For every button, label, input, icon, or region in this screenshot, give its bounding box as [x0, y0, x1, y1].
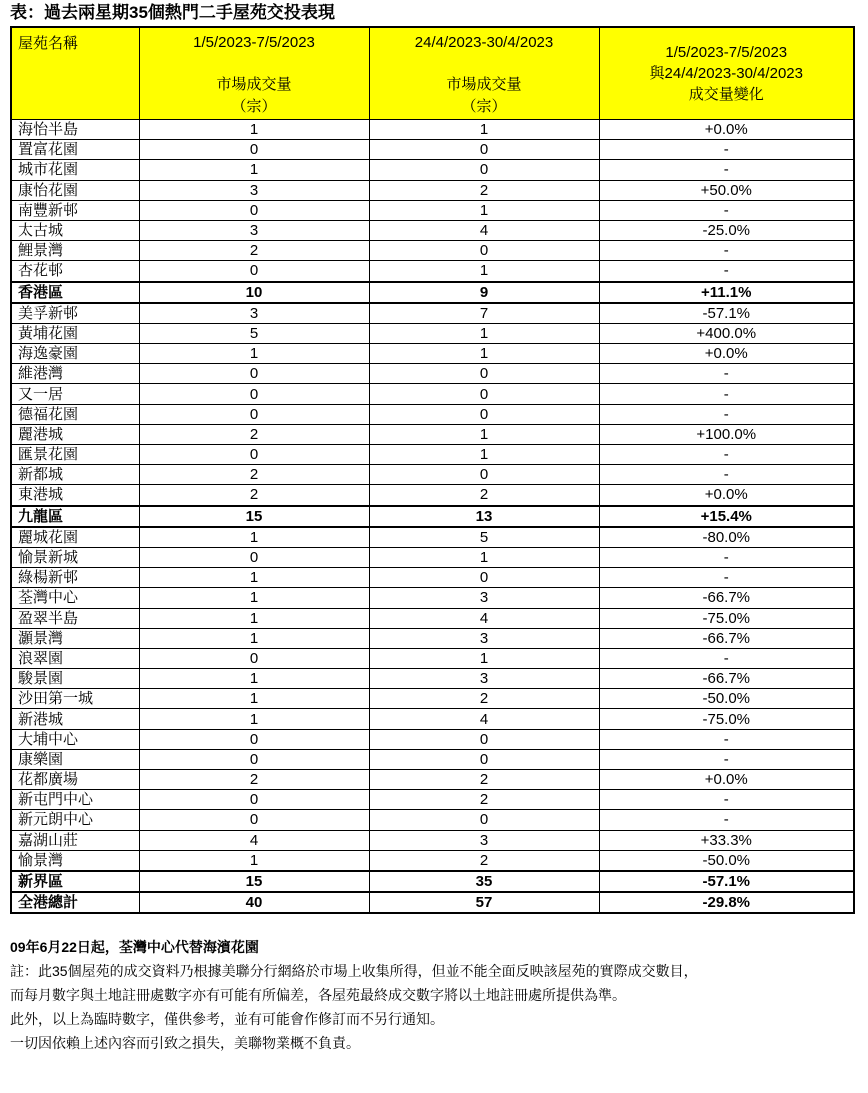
current-week-volume-cell: 2	[139, 485, 369, 506]
estate-name-cell: 南豐新邨	[11, 200, 139, 220]
volume-change-cell: -	[599, 810, 854, 830]
current-week-volume-cell: 15	[139, 506, 369, 527]
table-row	[11, 465, 854, 485]
previous-week-volume-cell: 2	[369, 850, 599, 871]
table-row	[11, 810, 854, 830]
volume-change-cell: -	[599, 160, 854, 180]
volume-change-cell: -	[599, 445, 854, 465]
table-row	[11, 241, 854, 261]
estate-name-cell: 新屯門中心	[11, 790, 139, 810]
table-row	[11, 220, 854, 240]
summary-row	[11, 892, 854, 913]
previous-week-volume-cell: 4	[369, 220, 599, 240]
previous-week-volume-cell: 57	[369, 892, 599, 913]
estate-transactions-table	[10, 26, 855, 914]
estate-name-cell: 綠楊新邨	[11, 568, 139, 588]
estate-name-cell: 康樂園	[11, 749, 139, 769]
estate-name-cell: 鯉景灣	[11, 241, 139, 261]
current-week-volume-cell: 0	[139, 261, 369, 282]
current-week-volume-cell: 0	[139, 790, 369, 810]
current-week-volume-cell: 0	[139, 200, 369, 220]
volume-change-cell: -57.1%	[599, 871, 854, 892]
table-row	[11, 404, 854, 424]
table-row	[11, 749, 854, 769]
table-row	[11, 344, 854, 364]
previous-week-volume-cell: 0	[369, 404, 599, 424]
estate-name-cell: 新都城	[11, 465, 139, 485]
current-week-volume-cell: 0	[139, 445, 369, 465]
volume-change-cell: -29.8%	[599, 892, 854, 913]
estate-name-cell: 置富花園	[11, 140, 139, 160]
previous-week-volume-cell: 1	[369, 120, 599, 140]
estate-name-cell: 嘉湖山莊	[11, 830, 139, 850]
estate-name-cell: 香港區	[11, 282, 139, 303]
current-week-volume-cell: 2	[139, 465, 369, 485]
current-week-volume-cell: 0	[139, 547, 369, 567]
column-header-previous-week-volume	[369, 27, 599, 120]
volume-change-cell: -	[599, 140, 854, 160]
volume-change-cell: -	[599, 648, 854, 668]
estate-name-cell: 海逸豪園	[11, 344, 139, 364]
change-header-line2: 與24/4/2023-30/4/2023	[649, 65, 803, 82]
table-row	[11, 689, 854, 709]
volume-change-cell: -	[599, 465, 854, 485]
volume-change-cell: +100.0%	[599, 424, 854, 444]
current-week-volume-cell: 1	[139, 160, 369, 180]
volume-change-cell: -	[599, 200, 854, 220]
previous-week-volume-cell: 13	[369, 506, 599, 527]
volume-change-cell: -57.1%	[599, 303, 854, 324]
volume-change-cell: -	[599, 364, 854, 384]
summary-row	[11, 506, 854, 527]
current-week-volume-cell: 1	[139, 527, 369, 548]
table-row	[11, 547, 854, 567]
table-row	[11, 303, 854, 324]
table-row	[11, 729, 854, 749]
footnote-line: 此外，以上為臨時數字，僅供參考，並有可能會作修訂而不另行通知。	[10, 1011, 444, 1028]
volume-change-cell: -	[599, 384, 854, 404]
table-header	[11, 27, 854, 120]
estate-name-cell: 麗城花園	[11, 527, 139, 548]
current-week-date-range: 1/5/2023-7/5/2023	[193, 34, 315, 51]
volume-change-cell: -25.0%	[599, 220, 854, 240]
previous-week-volume-cell: 1	[369, 648, 599, 668]
volume-change-cell: +11.1%	[599, 282, 854, 303]
estate-name-cell: 盈翠半島	[11, 608, 139, 628]
previous-week-volume-cell: 2	[369, 180, 599, 200]
previous-week-volume-cell: 0	[369, 384, 599, 404]
volume-change-cell: -	[599, 404, 854, 424]
estate-name-cell: 黃埔花園	[11, 323, 139, 343]
volume-change-cell: -	[599, 790, 854, 810]
volume-change-cell: +0.0%	[599, 770, 854, 790]
table-row	[11, 770, 854, 790]
volume-change-cell: -50.0%	[599, 689, 854, 709]
estate-name-cell: 駿景園	[11, 669, 139, 689]
footnote-line: 09年6月22日起，荃灣中心代替海濱花園	[10, 939, 259, 956]
estate-name-cell: 海怡半島	[11, 120, 139, 140]
previous-week-volume-cell: 9	[369, 282, 599, 303]
volume-change-cell: -	[599, 749, 854, 769]
current-week-volume-cell: 10	[139, 282, 369, 303]
volume-change-cell: -75.0%	[599, 709, 854, 729]
current-week-volume-cell: 15	[139, 871, 369, 892]
page-title: 表：過去兩星期35個熱門二手屋苑交投表現	[10, 3, 335, 22]
volume-change-cell: -50.0%	[599, 850, 854, 871]
previous-week-volume-cell: 0	[369, 241, 599, 261]
previous-week-volume-cell: 1	[369, 445, 599, 465]
volume-change-cell: +33.3%	[599, 830, 854, 850]
previous-week-volume-cell: 1	[369, 344, 599, 364]
footnote-line: 註：此35個屋苑的成交資料乃根據美聯分行網絡於市場上收集所得，但並不能全面反映該屋苑的實際成交數目，	[10, 963, 698, 980]
current-week-volume-cell: 1	[139, 588, 369, 608]
estate-name-header-label: 屋苑名稱	[18, 35, 79, 52]
estate-table-body	[11, 120, 854, 914]
volume-change-cell: -	[599, 547, 854, 567]
change-header-line3: 成交量變化	[688, 86, 764, 103]
current-week-unit-label: （宗）	[231, 98, 277, 115]
table-row	[11, 364, 854, 384]
previous-week-volume-cell: 0	[369, 364, 599, 384]
previous-week-volume-cell: 5	[369, 527, 599, 548]
current-week-volume-cell: 0	[139, 729, 369, 749]
current-week-volume-cell: 1	[139, 689, 369, 709]
estate-name-cell: 愉景灣	[11, 850, 139, 871]
current-week-volume-cell: 3	[139, 220, 369, 240]
current-week-volume-cell: 1	[139, 608, 369, 628]
table-row	[11, 709, 854, 729]
change-header-line1: 1/5/2023-7/5/2023	[665, 44, 788, 61]
volume-change-cell: +15.4%	[599, 506, 854, 527]
previous-week-volume-cell: 35	[369, 871, 599, 892]
current-week-volume-cell: 0	[139, 384, 369, 404]
estate-name-cell: 康怡花園	[11, 180, 139, 200]
estate-name-cell: 新界區	[11, 871, 139, 892]
table-row	[11, 160, 854, 180]
volume-change-cell: -66.7%	[599, 669, 854, 689]
current-week-volume-cell: 2	[139, 424, 369, 444]
estate-name-cell: 城市花園	[11, 160, 139, 180]
current-week-volume-cell: 40	[139, 892, 369, 913]
estate-name-cell: 維港灣	[11, 364, 139, 384]
current-week-volume-cell: 3	[139, 303, 369, 324]
table-row	[11, 850, 854, 871]
summary-row	[11, 871, 854, 892]
volume-change-cell: -	[599, 568, 854, 588]
table-row	[11, 648, 854, 668]
volume-change-cell: -80.0%	[599, 527, 854, 548]
previous-week-volume-cell: 1	[369, 547, 599, 567]
estate-name-cell: 灝景灣	[11, 628, 139, 648]
volume-change-cell: +0.0%	[599, 485, 854, 506]
footnotes	[10, 935, 868, 1055]
current-week-volume-cell: 3	[139, 180, 369, 200]
estate-name-cell: 麗港城	[11, 424, 139, 444]
previous-week-volume-cell: 4	[369, 608, 599, 628]
table-row	[11, 790, 854, 810]
table-row	[11, 628, 854, 648]
current-week-volume-cell: 1	[139, 709, 369, 729]
current-week-volume-cell: 1	[139, 669, 369, 689]
table-row	[11, 120, 854, 140]
footnote-line: 一切因依賴上述內容而引致之損失，美聯物業概不負責。	[10, 1035, 360, 1052]
estate-name-cell: 新元朗中心	[11, 810, 139, 830]
previous-week-volume-cell: 4	[369, 709, 599, 729]
previous-week-volume-cell: 2	[369, 689, 599, 709]
estate-name-cell: 太古城	[11, 220, 139, 240]
current-week-volume-cell: 0	[139, 749, 369, 769]
previous-week-volume-cell: 1	[369, 424, 599, 444]
previous-week-volume-cell: 0	[369, 810, 599, 830]
estate-name-cell: 匯景花園	[11, 445, 139, 465]
volume-change-cell: -	[599, 729, 854, 749]
estate-name-cell: 浪翠園	[11, 648, 139, 668]
estate-name-cell: 東港城	[11, 485, 139, 506]
previous-week-volume-cell: 1	[369, 261, 599, 282]
table-row	[11, 608, 854, 628]
estate-name-cell: 杏花邨	[11, 261, 139, 282]
previous-week-volume-cell: 0	[369, 729, 599, 749]
volume-change-cell: -75.0%	[599, 608, 854, 628]
previous-week-volume-cell: 0	[369, 568, 599, 588]
table-row	[11, 180, 854, 200]
column-header-estate-name	[11, 27, 139, 120]
table-row	[11, 424, 854, 444]
previous-week-unit-label: （宗）	[461, 98, 507, 115]
estate-name-cell: 又一居	[11, 384, 139, 404]
table-row	[11, 669, 854, 689]
column-header-current-week-volume	[139, 27, 369, 120]
previous-week-volume-cell: 7	[369, 303, 599, 324]
table-row	[11, 485, 854, 506]
previous-week-date-range: 24/4/2023-30/4/2023	[414, 34, 554, 51]
volume-change-cell: +50.0%	[599, 180, 854, 200]
estate-name-cell: 荃灣中心	[11, 588, 139, 608]
estate-name-cell: 全港總計	[11, 892, 139, 913]
estate-name-cell: 德福花園	[11, 404, 139, 424]
current-week-volume-cell: 1	[139, 850, 369, 871]
current-week-volume-cell: 0	[139, 810, 369, 830]
table-row	[11, 384, 854, 404]
current-week-volume-cell: 1	[139, 344, 369, 364]
previous-week-volume-cell: 2	[369, 485, 599, 506]
current-week-volume-cell: 0	[139, 140, 369, 160]
current-week-volume-cell: 5	[139, 323, 369, 343]
current-week-volume-cell: 2	[139, 770, 369, 790]
current-week-volume-cell: 1	[139, 628, 369, 648]
estate-name-cell: 花都廣場	[11, 770, 139, 790]
table-row	[11, 140, 854, 160]
volume-change-cell: +0.0%	[599, 120, 854, 140]
current-week-volume-cell: 4	[139, 830, 369, 850]
current-week-volume-cell: 1	[139, 120, 369, 140]
previous-week-volume-cell: 0	[369, 160, 599, 180]
current-week-volume-cell: 0	[139, 404, 369, 424]
header-row	[11, 27, 854, 120]
previous-week-volume-cell: 3	[369, 669, 599, 689]
previous-week-volume-cell: 3	[369, 830, 599, 850]
volume-change-cell: -66.7%	[599, 628, 854, 648]
table-row	[11, 527, 854, 548]
footnote-line: 而每月數字與土地註冊處數字亦有可能有所偏差，各屋苑最終成交數字將以土地註冊處所提供為準。	[10, 987, 626, 1004]
current-week-volume-cell: 0	[139, 364, 369, 384]
summary-row	[11, 282, 854, 303]
previous-week-volume-cell: 0	[369, 465, 599, 485]
table-row	[11, 830, 854, 850]
estate-name-cell: 大埔中心	[11, 729, 139, 749]
estate-name-cell: 愉景新城	[11, 547, 139, 567]
estate-name-cell: 九龍區	[11, 506, 139, 527]
current-week-volume-label: 市場成交量	[216, 76, 292, 93]
previous-week-volume-cell: 2	[369, 770, 599, 790]
table-row	[11, 200, 854, 220]
table-row	[11, 445, 854, 465]
previous-week-volume-label: 市場成交量	[446, 76, 522, 93]
table-row	[11, 323, 854, 343]
previous-week-volume-cell: 3	[369, 588, 599, 608]
estate-name-cell: 新港城	[11, 709, 139, 729]
volume-change-cell: -	[599, 261, 854, 282]
previous-week-volume-cell: 0	[369, 749, 599, 769]
current-week-volume-cell: 1	[139, 568, 369, 588]
volume-change-cell: -66.7%	[599, 588, 854, 608]
table-row	[11, 261, 854, 282]
table-row	[11, 568, 854, 588]
volume-change-cell: +400.0%	[599, 323, 854, 343]
current-week-volume-cell: 2	[139, 241, 369, 261]
estate-name-cell: 美孚新邨	[11, 303, 139, 324]
current-week-volume-cell: 0	[139, 648, 369, 668]
volume-change-cell: +0.0%	[599, 344, 854, 364]
column-header-volume-change	[599, 27, 854, 120]
volume-change-cell: -	[599, 241, 854, 261]
estate-name-cell: 沙田第一城	[11, 689, 139, 709]
previous-week-volume-cell: 3	[369, 628, 599, 648]
previous-week-volume-cell: 2	[369, 790, 599, 810]
previous-week-volume-cell: 1	[369, 323, 599, 343]
table-row	[11, 588, 854, 608]
previous-week-volume-cell: 0	[369, 140, 599, 160]
previous-week-volume-cell: 1	[369, 200, 599, 220]
